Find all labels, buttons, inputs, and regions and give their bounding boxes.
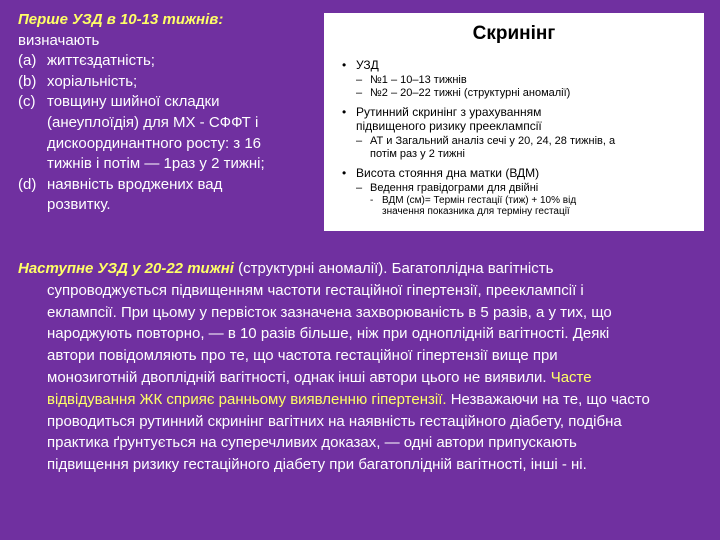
bullet-line: Рутинний скринінг з урахуванням xyxy=(356,105,542,119)
paragraph-text: монозиготній двоплідній вагітності, однак інші автори цього не виявили. xyxy=(47,368,551,386)
slide-sub-bullet xyxy=(342,182,698,195)
sub-sub-bullet-line: ВДМ (см)= Термін гестації (тиж) + 10% від xyxy=(382,194,577,206)
list-item-text: життєздатність; xyxy=(47,52,155,70)
paragraph-line: підвищення ризику гестаційного діабету при багатоплідній вагітності, інші - ні. xyxy=(47,456,587,474)
list-item-line: розвитку. xyxy=(47,196,111,214)
list-item-text: хоріальність; xyxy=(47,72,138,90)
list-marker: (b) xyxy=(18,72,37,90)
list-item-line: наявність вроджених вад xyxy=(47,175,223,193)
list-item-line: (анеуплоїдія) для МХ - СФФТ і xyxy=(47,113,259,131)
slide-bullet xyxy=(342,105,698,133)
first-ultrasound-heading: Перше УЗД в 10-13 тижнів: xyxy=(18,11,224,28)
sub-bullet-line: АТ и Загальний аналіз сечі у 20, 24, 28 тижнів, а xyxy=(370,135,616,147)
list-item xyxy=(18,51,316,72)
dash-marker: – xyxy=(356,182,363,194)
sub-sub-bullet-line: значення показника для терміну гестації xyxy=(382,206,570,217)
list-item xyxy=(18,92,316,174)
slide-sub-bullet xyxy=(342,74,698,87)
paragraph-line: автори повідомляють про те, що частота гестаційної гіпертензії вище при xyxy=(47,347,558,365)
bullet-marker: • xyxy=(342,105,347,119)
slide-sub-bullet xyxy=(342,135,698,160)
bullet-text: УЗД xyxy=(356,58,379,72)
bullet-marker: • xyxy=(342,166,347,180)
second-ultrasound-heading: Наступне УЗД у 20-22 тижні xyxy=(18,260,234,277)
slide-sub-sub-bullet xyxy=(342,195,698,218)
dash-marker: – xyxy=(356,74,363,86)
list-marker: (d) xyxy=(18,175,37,193)
slide-title: Скринінг xyxy=(472,23,556,44)
screening-slide-image xyxy=(324,13,704,231)
sub-bullet-text: №1 – 10–13 тижнів xyxy=(370,74,467,86)
highlighted-text: Часте xyxy=(550,368,592,386)
paragraph-text: (структурні аномалії). Багатоплідна вагітність xyxy=(233,260,554,277)
main-paragraph xyxy=(18,258,696,476)
list-item xyxy=(18,175,316,216)
left-text-block xyxy=(18,10,316,216)
dash-marker: – xyxy=(356,135,363,147)
list-item-line: товщину шийної складки xyxy=(47,93,220,111)
list-marker: (c) xyxy=(18,93,36,111)
paragraph-line: супроводжується підвищенням частоти гестаційної гіпертензії, прееклампсії і xyxy=(47,281,584,299)
intro-text: визначають xyxy=(18,31,100,49)
bullet-text: Висота стояння дна матки (ВДМ) xyxy=(356,166,540,180)
dash-marker: – xyxy=(356,86,363,99)
paragraph-line: практика ґрунтується на суперечливих доказах, — одні автори припускають xyxy=(47,434,577,452)
paragraph-line: проводиться рутинний скринінг вагітних на наявність гестаційного діабету, подібна xyxy=(47,412,622,430)
list-marker: (a) xyxy=(18,52,37,70)
highlighted-text: відвідування ЖК сприяє ранньому виявленню гіпертензії. xyxy=(47,390,447,408)
dash-marker: - xyxy=(370,194,374,206)
slide-bullet xyxy=(342,58,698,72)
paragraph-text: Незважаючи на те, що часто xyxy=(446,390,650,408)
bullet-line: підвищеного ризику прееклампсії xyxy=(356,119,542,133)
bullet-marker: • xyxy=(342,58,347,72)
sub-bullet-text: Ведення гравідограми для двійні xyxy=(370,182,539,194)
paragraph-line: народжують повторно, — в 10 разів більше, ніж при одноплідній вагітності. Деякі xyxy=(47,325,610,343)
list-item-line: дискоординантного росту: з 16 xyxy=(47,134,262,152)
list-item xyxy=(18,72,316,93)
slide-sub-bullet xyxy=(342,87,698,100)
paragraph-line: еклампсії. При цьому у первісток зазначена захворюваність в 5 разів, а у тих, що xyxy=(47,303,612,321)
sub-bullet-line: потім раз у 2 тижні xyxy=(370,147,465,160)
list-item-line: тижнів і потім — 1раз у 2 тижні; xyxy=(47,155,265,173)
slide-body xyxy=(342,58,698,218)
sub-bullet-text: №2 – 20–22 тижні (структурні аномалії) xyxy=(370,86,571,99)
slide-bullet xyxy=(342,166,698,180)
